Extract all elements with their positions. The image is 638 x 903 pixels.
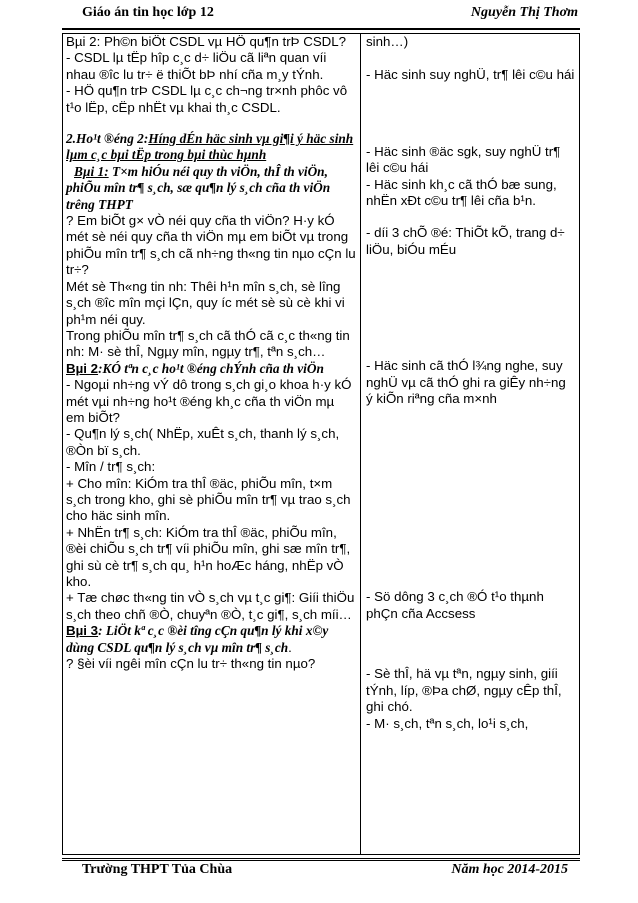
practice-1-title: T×m hiÓu néi quy th viÖn, thÎ th viÖn, phiÕu mîn tr¶ s¸ch, sæ qu¶n lý s¸ch cña th viÖn trêng THPT <box>66 163 331 212</box>
student-r7: - Sö dông 3 c¸ch ®Ó t¹o thµnh phÇn cña Accsess <box>366 589 544 621</box>
teacher-activity-column <box>66 34 356 672</box>
column-divider <box>360 34 361 854</box>
practice-3-period: . <box>288 639 292 655</box>
practice-2-question: - Ngoµi nh÷ng vÝ dô trong s¸ch gi¸o khoa h·y kÓ mét vµi nh÷ng ho¹t ®éng kh¸c cña th viÖn mµ em biÕt? <box>66 377 352 425</box>
student-r6: - Häc sinh cã thÓ l¾ng nghe, suy nghÜ vµ cã thÓ ghi ra giÊy nh÷ng ý kiÕn riªng cña m×nh <box>366 358 566 407</box>
header-author: Nguyễn Thị Thơm <box>470 5 578 20</box>
practice-2-lend: + Cho mîn: KiÓm tra thÎ ®äc, phiÕu mîn, t×m s¸ch trong kho, ghi sè phiÕu mîn tr¶ vµ trao s¸ch cho häc sinh mîn. <box>66 475 351 524</box>
practice-2-book-management: - Qu¶n lý s¸ch( NhËp, xuÊt s¸ch, thanh lý s¸ch, ®Òn bï s¸ch. <box>66 426 340 458</box>
student-r5: - díi 3 chÕ ®é: ThiÕt kÕ, trang d÷ liÖu, biÓu mÉu <box>366 225 565 257</box>
lesson-table <box>62 33 580 855</box>
header-course-title: Giáo án tin học lớp 12 <box>82 5 214 20</box>
practice-2-heading <box>66 361 356 377</box>
page-footer <box>62 858 580 879</box>
practice-2-organize: + Tæ chøc th«ng tin vÒ s¸ch vµ t¸c gi¶: Giíi thiÖu s¸ch theo chñ ®Ò, chuyªn ®Ò, t¸c gi¶, s¸ch míi… <box>66 590 355 622</box>
page-header <box>62 2 580 30</box>
student-r2: - Häc sinh suy nghÜ, tr¶ lêi c©u hái <box>366 67 575 83</box>
activity-2-heading <box>66 131 356 164</box>
student-activity-column <box>366 34 576 732</box>
practice-3-label: Bµi 3 <box>66 623 99 639</box>
practice-2-borrow-return: - Mîn / tr¶ s¸ch: <box>66 459 156 475</box>
practice-1-label: Bµi 1: <box>74 163 109 179</box>
practice-3-heading <box>66 623 356 656</box>
footer-school-year: Năm học 2014-2015 <box>451 862 568 877</box>
practice-1-heading <box>66 164 356 213</box>
practice-2-title: :KÓ tªn c¸c ho¹t ®éng chÝnh cña th viÖn <box>98 360 324 376</box>
practice-3-question: ? §èi víi ngêi mîn cÇn lu tr÷ th«ng tin nµo? <box>66 656 316 672</box>
student-r1: sinh…) <box>366 34 409 49</box>
practice-1-slip-info: Trong phiÕu mîn tr¶ s¸ch cã thÓ cã c¸c th«ng tin nh: M· sè thÎ, Ngµy mîn, ngµy tr¶, tªn s¸ch… <box>66 327 350 360</box>
practice-2-receive: + NhËn tr¶ s¸ch: KiÓm tra thÎ ®äc, phiÕu mîn, ®èi chiÕu s¸ch tr¶ víi phiÕu mîn, ghi sæ mîn tr¶, ghi sù cè tr¶ s¸ch qu¸ h¹n hoÆc háng, nhËp vÒ kho. <box>66 524 351 589</box>
practice-1-question: ? Em biÕt g× vÒ néi quy cña th viÖn? H·y kÓ mét sè néi quy cña th viÖn mµ em biÕt vµ trong phiÕu mîn tr¶ s¸ch cã nh÷ng th«ng tin nµo cÇn lu tr÷? <box>66 213 356 278</box>
student-r9: - M· s¸ch, tªn s¸ch, lo¹i s¸ch, <box>366 715 529 731</box>
practice-3-title: : LiÖt kª c¸c ®èi tîng cÇn qu¶n lý khi x©y dùng CSDL qu¶n lý s¸ch vµ mîn tr¶ s¸ch <box>66 623 329 655</box>
student-r8: - Sè thÎ, hä vµ tªn, ngµy sinh, giíi tÝnh, líp, ®Þa chØ, ngµy cÊp thÎ, ghi chó. <box>366 666 562 715</box>
activity-2-title: Híng dÉn häc sinh vµ gi¶i ý häc sinh lµm c¸c bµi tËp trong bµi thùc hµnh <box>66 131 354 163</box>
exercise-2-question: Bµi 2: Ph©n biÖt CSDL vµ HÖ qu¶n trÞ CSDL? <box>66 34 347 49</box>
student-r4: - Häc sinh kh¸c cã thÓ bæ sung, nhËn xÐt c©u tr¶ lêi cña b¹n. <box>366 176 557 209</box>
student-r3: - Häc sinh ®äc sgk, suy nghÜ tr¶ lêi c©u hái <box>366 143 561 176</box>
answer-csdl: - CSDL lµ tËp hîp c¸c d÷ liÖu cã liªn quan víi nhau ®îc lu tr÷ ë thiÕt bÞ nhí cña m¸y tÝnh. <box>66 50 327 82</box>
footer-school: Trường THPT Tủa Chùa <box>82 862 233 877</box>
practice-2-label: Bµi 2 <box>66 360 99 376</box>
practice-1-info: Mét sè Th«ng tin nh: Thêi h¹n mîn s¸ch, sè lîng s¸ch ®îc mîn mçi lÇn, quy íc mét sè sù cè khi vi ph¹m néi quy. <box>66 278 345 327</box>
activity-2-label: 2.Ho¹t ®éng 2: <box>66 131 149 147</box>
answer-hqtcsdl: - HÖ qu¶n trÞ CSDL lµ c¸c ch¬ng tr×nh phôc vô t¹o lËp, cËp nhËt vµ khai th¸c CSDL. <box>66 83 348 115</box>
